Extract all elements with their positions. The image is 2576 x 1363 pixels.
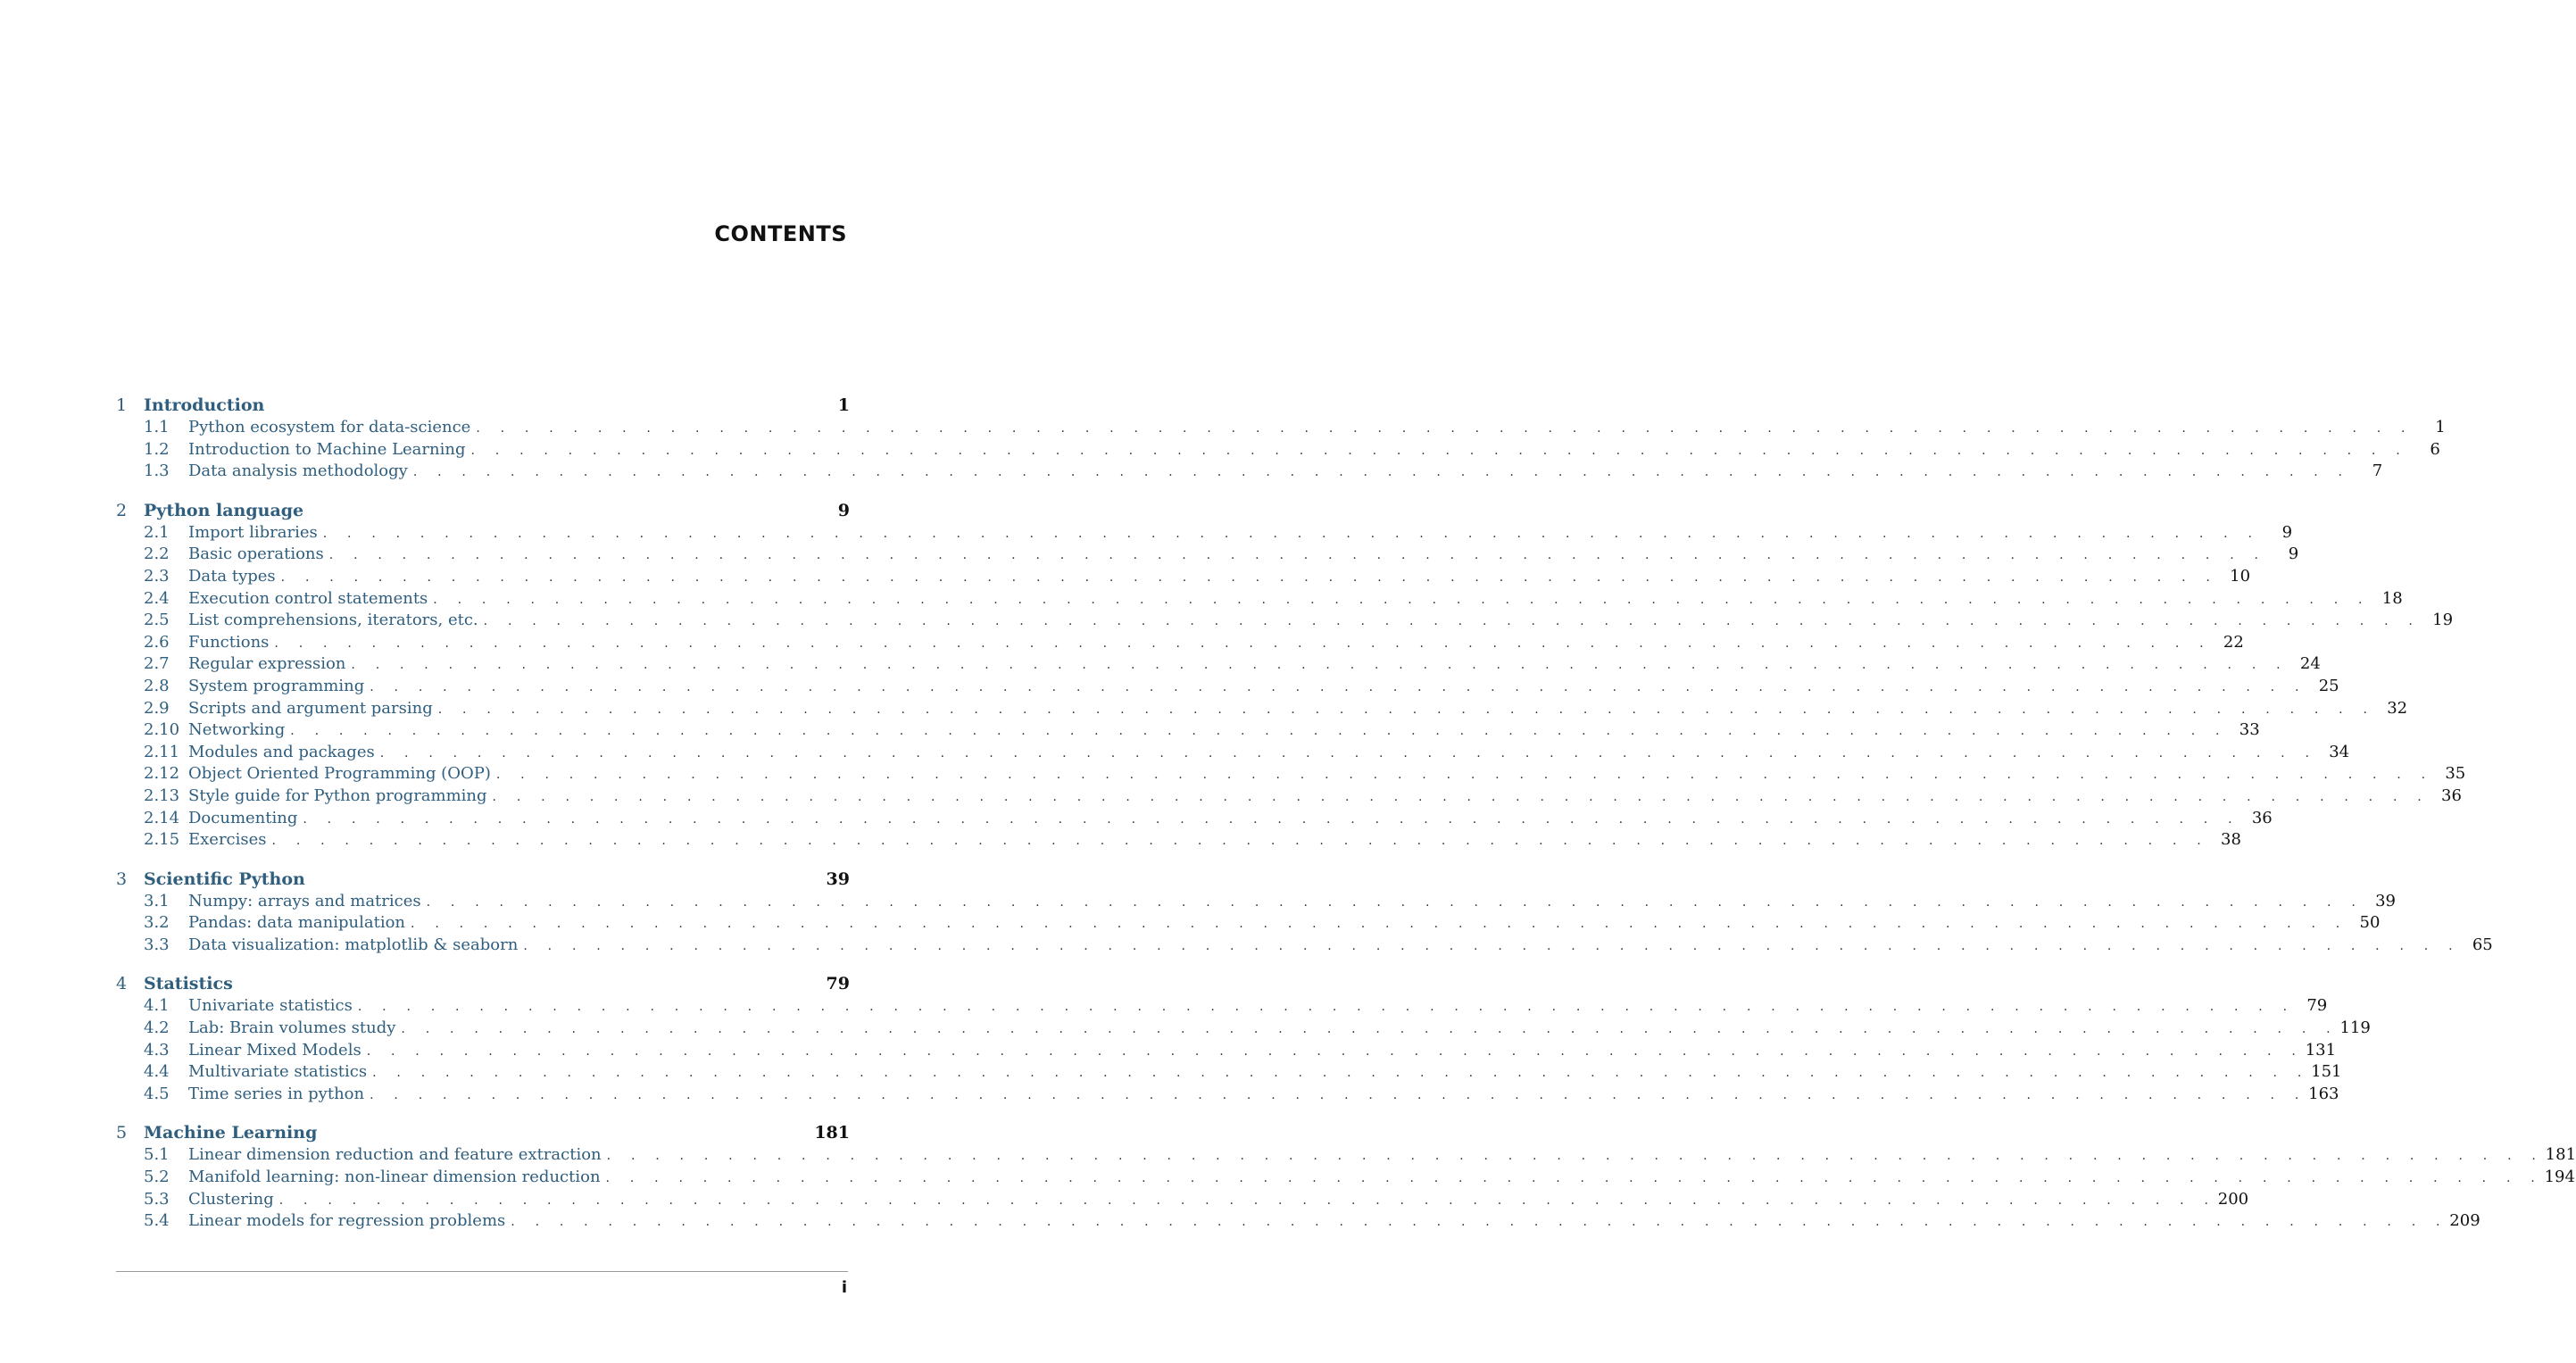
chapter-title[interactable]: Statistics [144, 974, 233, 994]
footer-divider [116, 1271, 848, 1272]
section-title[interactable]: List comprehensions, iterators, etc. [188, 611, 478, 630]
section-page-number: 18 [2381, 588, 2403, 608]
section-page-number: 9 [2288, 544, 2299, 564]
section-title[interactable]: Networking [188, 720, 286, 740]
toc-section-entry[interactable] [116, 698, 2408, 720]
chapter-number: 3 [116, 868, 128, 889]
section-page-number: 24 [2299, 654, 2321, 674]
toc-chapter [116, 973, 2371, 1105]
dot-leader: . . . . . . . . . . . . . . . . . . . . . . . . . . . . . . . . . . . . . . . . . . . . . . . . . . . . . . . . . . . . . . . . . . . . . . . . . . . . . . . . [437, 702, 2376, 717]
section-title[interactable]: Regular expression [188, 654, 346, 674]
toc-section-entry[interactable] [116, 935, 2493, 957]
dot-leader: . . . . . . . . . . . . . . . . . . . . . . . . . . . . . . . . . . . . . . . . . . . . . . . . . . . . . . . . . . . . . . . . . . . . . . . . . . . . . . . . [372, 1066, 2310, 1081]
toc-chapter-entry[interactable] [116, 1122, 850, 1144]
section-number: 1.2 [144, 439, 170, 459]
section-page-number: 131 [2305, 1040, 2337, 1060]
chapter-title[interactable]: Python language [144, 500, 304, 520]
section-title[interactable]: Univariate statistics [188, 996, 353, 1016]
section-page-number: 25 [2318, 676, 2339, 695]
section-page-number: 65 [2472, 935, 2493, 954]
dot-leader: . . . . . . . . . . . . . . . . . . . . . . . . . . . . . . . . . . . . . . . . . . . . . . . . . . . . . . . . . . . . . . . . . . . . . . . . . . . . . . . . [366, 1043, 2305, 1059]
section-number: 2.3 [144, 566, 170, 586]
toc-chapter-entry[interactable] [116, 395, 850, 417]
section-number: 2.8 [144, 676, 170, 695]
section-title[interactable]: System programming [188, 676, 365, 695]
section-number: 3.3 [144, 935, 170, 954]
dot-leader: . . . . . . . . . . . . . . . . . . . . . . . . . . . . . . . . . . . . . . . . . . . . . . . . . . . . . . . . . . . . . . . . . . . . . . . . . . . . . . . . [357, 1000, 2296, 1015]
section-title[interactable]: Exercises [188, 830, 267, 850]
dot-leader: . . . . . . . . . . . . . . . . . . . . . . . . . . . . . . . . . . . . . . . . . . . . . . . . . . . . . . . . . . . . . . . . . . . . . . . . . . . . . . . . [351, 658, 2289, 673]
toc-section-entry[interactable] [116, 461, 2383, 483]
dot-leader: . . . . . . . . . . . . . . . . . . . . . . . . . . . . . . . . . . . . . . . . . . . . . . . . . . . . . . . . . . . . . . . . . . . . . . . . . . . . . . . . [274, 636, 2212, 651]
section-title[interactable]: Linear models for regression problems [188, 1211, 506, 1231]
dot-leader: . . . . . . . . . . . . . . . . . . . . . . . . . . . . . . . . . . . . . . . . . . . . . . . . . . . . . . . . . . . . . . . . . . . . . . . . . . . . . . . . [379, 745, 2318, 760]
table-of-contents [116, 395, 2576, 1250]
section-title[interactable]: Scripts and argument parsing [188, 698, 433, 718]
toc-section-entry[interactable] [116, 742, 2350, 764]
toc-section-entry[interactable] [116, 632, 2244, 654]
section-title[interactable]: Pandas: data manipulation [188, 913, 406, 933]
dot-leader: . . . . . . . . . . . . . . . . . . . . . . . . . . . . . . . . . . . . . . . . . . . . . . . . . . . . . . . . . . . . . . . . . . . . . . . . . . . . . . . . [370, 1087, 2307, 1102]
section-title[interactable]: Introduction to Machine Learning [188, 439, 466, 459]
section-page-number: 10 [2230, 566, 2251, 586]
dot-leader: . . . . . . . . . . . . . . . . . . . . . . . . . . . . . . . . . . . . . . . . . . . . . . . . . . . . . . . . . . . . . . . . . . . . . . . . . . . . . . . . [322, 526, 2261, 541]
section-page-number: 50 [2359, 913, 2381, 933]
dot-leader: . . . . . . . . . . . . . . . . . . . . . . . . . . . . . . . . . . . . . . . . . . . . . . . . . . . . . . . . . . . . . . . . . . . . . . . . . . . . . . . . [280, 569, 2219, 585]
section-number: 2.5 [144, 611, 170, 630]
section-page-number: 1 [2435, 418, 2446, 436]
dot-leader: . . . . . . . . . . . . . . . . . . . . . . . . . . . . . . . . . . . . . . . . . . . . . . . . . . . . . . . . . . . . . . . . . . . . . . . . . . . . . . . . [483, 614, 2422, 629]
section-title[interactable]: Linear Mixed Models [188, 1040, 361, 1060]
section-number: 4.2 [144, 1018, 170, 1038]
section-number: 3.1 [144, 891, 170, 910]
toc-section-entry[interactable] [116, 522, 2293, 544]
toc-chapter [116, 395, 2446, 483]
dot-leader: . . . . . . . . . . . . . . . . . . . . . . . . . . . . . . . . . . . . . . . . . . . . . . . . . . . . . . . . . . . . . . . . . . . . . . . . . . . . . . . . [303, 811, 2240, 827]
section-page-number: 36 [2251, 808, 2273, 827]
section-number: 2.10 [144, 720, 180, 740]
section-number: 2.1 [144, 522, 170, 542]
section-title[interactable]: Data visualization: matplotlib & seaborn [188, 935, 519, 954]
chapter-title[interactable]: Introduction [144, 395, 265, 415]
section-page-number: 34 [2329, 742, 2350, 761]
section-title[interactable]: Modules and packages [188, 742, 375, 761]
toc-section-entry[interactable] [116, 417, 2446, 439]
section-number: 2.12 [144, 764, 180, 784]
section-title[interactable]: Numpy: arrays and matrices [188, 891, 421, 910]
section-number: 5.2 [144, 1168, 170, 1187]
section-title[interactable]: Python ecosystem for data-science [188, 418, 471, 436]
section-page-number: 194 [2544, 1168, 2575, 1187]
section-page-number: 200 [2217, 1189, 2249, 1209]
section-number: 4.1 [144, 996, 170, 1016]
section-number: 2.15 [144, 830, 180, 850]
toc-section-entry[interactable] [116, 785, 2462, 808]
toc-section-entry[interactable] [116, 439, 2440, 461]
toc-section-entry[interactable] [116, 1018, 2371, 1040]
section-title[interactable]: Linear dimension reduction and feature extraction [188, 1145, 602, 1165]
chapter-number: 5 [116, 1123, 128, 1143]
toc-section-entry[interactable] [116, 808, 2273, 830]
dot-leader: . . . . . . . . . . . . . . . . . . . . . . . . . . . . . . . . . . . . . . . . . . . . . . . . . . . . . . . . . . . . . . . . . . . . . . . . . . . . . . . . [433, 592, 2371, 607]
section-number: 5.1 [144, 1145, 170, 1165]
section-page-number: 79 [2306, 996, 2328, 1016]
dot-leader: . . . . . . . . . . . . . . . . . . . . . . . . . . . . . . . . . . . . . . . . . . . . . . . . . . . . . . . . . . . . . . . . . . . . . . . . . . . . . . . . [401, 1022, 2339, 1037]
section-number: 4.4 [144, 1062, 170, 1082]
dot-leader: . . . . . . . . . . . . . . . . . . . . . . . . . . . . . . . . . . . . . . . . . . . . . . . . . . . . . . . . . . . . . . . . . . . . . . . . . . . . . . . . [370, 679, 2307, 694]
toc-section-entry[interactable] [116, 1040, 2337, 1062]
section-number: 2.7 [144, 654, 170, 674]
section-title[interactable]: Object Oriented Programming (OOP) [188, 764, 491, 784]
dot-leader: . . . . . . . . . . . . . . . . . . . . . . . . . . . . . . . . . . . . . . . . . . . . . . . . . . . . . . . . . . . . . . . . . . . . . . . . . . . . . . . . [523, 938, 2461, 953]
section-page-number: 7 [2372, 461, 2383, 481]
section-number: 5.4 [144, 1211, 170, 1231]
chapter-page-number: 9 [837, 500, 850, 520]
section-number: 2.11 [144, 742, 180, 761]
section-number: 5.3 [144, 1189, 170, 1209]
toc-section-entry[interactable] [116, 653, 2321, 676]
section-page-number: 33 [2239, 720, 2260, 740]
section-title[interactable]: Lab: Brain volumes study [188, 1018, 396, 1038]
dot-leader: . . . . . . . . . . . . . . . . . . . . . . . . . . . . . . . . . . . . . . . . . . . . . . . . . . . . . . . . . . . . . . . . . . . . . . . . . . . . . . . . [605, 1171, 2543, 1186]
section-title[interactable]: Style guide for Python programming [188, 785, 487, 805]
section-number: 2.13 [144, 785, 180, 805]
toc-chapter-entry[interactable] [116, 500, 850, 522]
dot-leader: . . . . . . . . . . . . . . . . . . . . . . . . . . . . . . . . . . . . . . . . . . . . . . . . . . . . . . . . . . . . . . . . . . . . . . . . . . . . . . . . [271, 834, 2209, 849]
section-number: 1.1 [144, 418, 170, 436]
chapter-page-number: 1 [837, 395, 850, 415]
page-title: CONTENTS [714, 221, 847, 246]
toc-section-entry[interactable] [116, 1189, 2249, 1211]
section-title[interactable]: Functions [188, 632, 270, 652]
section-page-number: 119 [2339, 1018, 2371, 1038]
dot-leader: . . . . . . . . . . . . . . . . . . . . . . . . . . . . . . . . . . . . . . . . . . . . . . . . . . . . . . . . . . . . . . . . . . . . . . . . . . . . . . . . [411, 917, 2348, 932]
dot-leader: . . . . . . . . . . . . . . . . . . . . . . . . . . . . . . . . . . . . . . . . . . . . . . . . . . . . . . . . . . . . . . . . . . . . . . . . . . . . . . . . [412, 465, 2351, 480]
section-number: 4.3 [144, 1040, 170, 1060]
section-title[interactable]: Data types [188, 566, 276, 586]
section-page-number: 38 [2221, 830, 2241, 850]
toc-chapter-entry[interactable] [116, 973, 850, 995]
toc-section-entry[interactable] [116, 719, 2260, 742]
dot-leader: . . . . . . . . . . . . . . . . . . . . . . . . . . . . . . . . . . . . . . . . . . . . . . . . . . . . . . . . . . . . . . . . . . . . . . . . . . . . . . . . [328, 548, 2267, 563]
dot-leader: . . . . . . . . . . . . . . . . . . . . . . . . . . . . . . . . . . . . . . . . . . . . . . . . . . . . . . . . . . . . . . . . . . . . . . . . . . . . . . . . [476, 421, 2414, 436]
toc-section-entry[interactable] [116, 566, 2251, 588]
toc-chapter [116, 1122, 2576, 1232]
section-title[interactable]: Clustering [188, 1189, 274, 1209]
toc-section-entry[interactable] [116, 588, 2403, 611]
dot-leader: . . . . . . . . . . . . . . . . . . . . . . . . . . . . . . . . . . . . . . . . . . . . . . . . . . . . . . . . . . . . . . . . . . . . . . . . . . . . . . . . [495, 768, 2434, 783]
section-title[interactable]: Documenting [188, 808, 298, 827]
section-number: 2.2 [144, 544, 170, 564]
toc-section-entry[interactable] [116, 676, 2339, 698]
toc-section-entry[interactable] [116, 763, 2466, 785]
section-number: 2.14 [144, 808, 180, 827]
chapter-number: 1 [116, 395, 128, 415]
section-page-number: 22 [2223, 632, 2244, 652]
toc-section-entry[interactable] [116, 995, 2328, 1018]
section-title[interactable]: Basic operations [188, 544, 324, 564]
toc-section-entry[interactable] [116, 912, 2381, 935]
section-page-number: 181 [2545, 1145, 2576, 1165]
section-page-number: 9 [2281, 522, 2293, 542]
chapter-title[interactable]: Machine Learning [144, 1123, 318, 1143]
chapter-number: 2 [116, 500, 128, 520]
toc-section-entry[interactable] [116, 1144, 2576, 1167]
section-title[interactable]: Import libraries [188, 522, 318, 542]
section-title[interactable]: Multivariate statistics [188, 1062, 368, 1082]
dot-leader: . . . . . . . . . . . . . . . . . . . . . . . . . . . . . . . . . . . . . . . . . . . . . . . . . . . . . . . . . . . . . . . . . . . . . . . . . . . . . . . . [426, 894, 2364, 910]
page-number: i [841, 1278, 847, 1297]
section-page-number: 163 [2308, 1084, 2339, 1103]
toc-section-entry[interactable] [116, 1210, 2480, 1233]
section-number: 3.2 [144, 913, 170, 933]
dot-leader: . . . . . . . . . . . . . . . . . . . . . . . . . . . . . . . . . . . . . . . . . . . . . . . . . . . . . . . . . . . . . . . . . . . . . . . . . . . . . . . . [290, 724, 2228, 739]
toc-section-entry[interactable] [116, 1084, 2339, 1106]
section-page-number: 39 [2375, 891, 2397, 910]
toc-chapter [116, 500, 2466, 852]
chapter-page-number: 39 [826, 868, 850, 889]
section-number: 1.3 [144, 461, 170, 481]
dot-leader: . . . . . . . . . . . . . . . . . . . . . . . . . . . . . . . . . . . . . . . . . . . . . . . . . . . . . . . . . . . . . . . . . . . . . . . . . . . . . . . . [511, 1215, 2448, 1230]
section-page-number: 35 [2445, 764, 2466, 784]
dot-leader: . . . . . . . . . . . . . . . . . . . . . . . . . . . . . . . . . . . . . . . . . . . . . . . . . . . . . . . . . . . . . . . . . . . . . . . . . . . . . . . . [470, 443, 2408, 458]
section-number: 4.5 [144, 1084, 170, 1103]
section-title[interactable]: Execution control statements [188, 588, 428, 608]
section-number: 2.4 [144, 588, 170, 608]
section-page-number: 32 [2387, 698, 2408, 718]
section-number: 2.6 [144, 632, 170, 652]
dot-leader: . . . . . . . . . . . . . . . . . . . . . . . . . . . . . . . . . . . . . . . . . . . . . . . . . . . . . . . . . . . . . . . . . . . . . . . . . . . . . . . . [606, 1149, 2545, 1164]
toc-section-entry[interactable] [116, 1061, 2342, 1084]
toc-section-entry[interactable] [116, 891, 2397, 913]
chapter-page-number: 181 [814, 1123, 850, 1143]
section-page-number: 209 [2449, 1211, 2480, 1231]
chapter-page-number: 79 [826, 974, 850, 994]
toc-chapter-entry[interactable] [116, 868, 850, 891]
section-page-number: 151 [2311, 1062, 2342, 1082]
section-title[interactable]: Data analysis methodology [188, 461, 408, 481]
section-title[interactable]: Manifold learning: non-linear dimension reduction [188, 1168, 601, 1187]
dot-leader: . . . . . . . . . . . . . . . . . . . . . . . . . . . . . . . . . . . . . . . . . . . . . . . . . . . . . . . . . . . . . . . . . . . . . . . . . . . . . . . . [492, 789, 2430, 804]
toc-section-entry[interactable] [116, 544, 2299, 566]
chapter-title[interactable]: Scientific Python [144, 868, 305, 889]
section-title[interactable]: Time series in python [188, 1084, 365, 1103]
dot-leader: . . . . . . . . . . . . . . . . . . . . . . . . . . . . . . . . . . . . . . . . . . . . . . . . . . . . . . . . . . . . . . . . . . . . . . . . . . . . . . . . [278, 1193, 2217, 1208]
toc-section-entry[interactable] [116, 610, 2454, 632]
toc-section-entry[interactable] [116, 829, 2241, 852]
chapter-number: 4 [116, 974, 128, 994]
toc-section-entry[interactable] [116, 1167, 2575, 1189]
section-number: 2.9 [144, 698, 170, 718]
section-page-number: 36 [2441, 785, 2462, 805]
section-page-number: 19 [2432, 611, 2454, 630]
toc-chapter [116, 868, 2493, 957]
section-page-number: 6 [2430, 439, 2440, 459]
